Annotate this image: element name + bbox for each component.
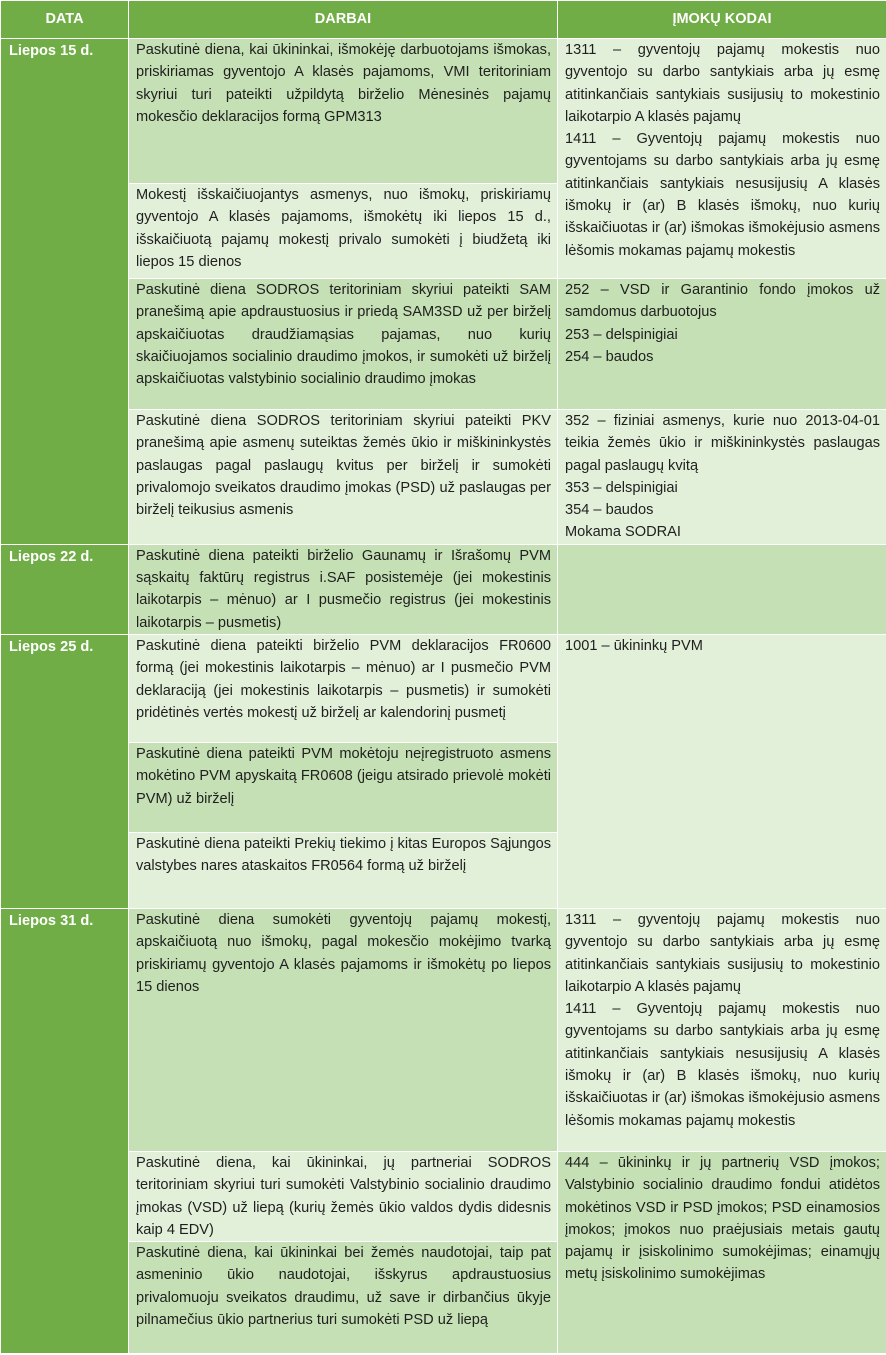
header-tasks: DARBAI bbox=[129, 1, 558, 39]
code-cell bbox=[558, 908, 886, 1151]
code-cell bbox=[558, 634, 886, 908]
header-codes: ĮMOKŲ KODAI bbox=[558, 1, 886, 39]
code-text: 352 – fiziniai asmenys, kurie nuo 2013-04-01 teikia žemės ūkio ir miškininkystės paslaugas pagal paslaugų kvitą bbox=[565, 413, 880, 474]
task-cell: Paskutinė diena pateikti Prekių tiekimo į kitas Europos Sąjungos valstybes nares ataskaitos FR0564 formą už birželį bbox=[129, 832, 558, 908]
table-row bbox=[1, 908, 886, 1151]
code-text: 252 – VSD ir Garantinio fondo įmokos už samdomus darbuotojus bbox=[565, 282, 880, 321]
table-row bbox=[1, 410, 886, 545]
table-row bbox=[1, 634, 886, 742]
task-cell: Paskutinė diena sumokėti gyventojų pajamų mokestį, apskaičiuotą nuo išmokų, pagal mokesčio mokėjimo tvarką priskiriamų gyventojo A klasės pajamoms ir išmokėtų po liepos 15 dienos bbox=[129, 908, 558, 1151]
table-row bbox=[1, 544, 886, 634]
code-text: 1411 – Gyventojų pajamų mokestis nuo gyventojams su darbo santykiais arba jų esmę atitinkančiais santykiais nesusijusių A klasės išmokų ir (ar) B klasės išmokų, nuo kurių išskaičiuotas ir (ar) išmokas išmokėjusio asmens lėšomis mokamas pajamų mokestis bbox=[565, 131, 880, 259]
task-cell: Paskutinė diena pateikti birželio PVM deklaracijos FR0600 formą (jei mokestinis laikotarpis – mėnuo) ar I pusmečio PVM deklaraciją (jei mokestinis laikotarpis – pusmetis) ir sumokėti pridėtinės vertės mokestį už birželį ar kalendorinį pusmetį bbox=[129, 634, 558, 742]
table-row bbox=[1, 39, 886, 184]
table-row bbox=[1, 1151, 886, 1241]
code-cell bbox=[558, 39, 886, 279]
task-cell: Mokestį išskaičiuojantys asmenys, nuo išmokų, priskiriamų gyventojo A klasės pajamoms, išmokėtų iki liepos 15 d., išskaičiuotą pajamų mokestį privalo sumokėti į biudžetą iki liepos 15 dienos bbox=[129, 184, 558, 279]
code-text: 253 – delspinigiai bbox=[565, 326, 678, 343]
code-text: 254 – baudos bbox=[565, 348, 654, 365]
task-cell: Paskutinė diena pateikti birželio Gaunamų ir Išrašomų PVM sąskaitų faktūrų registrus i.SAF posistemėje (jei mokestinis laikotarpis – mėnuo) ar I pusmečio registrus (jei mokestinis laikotarpis – pusmetis) bbox=[129, 544, 558, 634]
date-cell: Liepos 22 d. bbox=[1, 544, 129, 634]
task-cell: Paskutinė diena, kai ūkininkai, išmokėję darbuotojams išmokas, priskiriamas gyventojo A klasės pajamoms, VMI teritoriniam skyriui turi pateikti užpildytą birželio Mėnesinės pajamų mokesčio deklaracijos formą GPM313 bbox=[129, 39, 558, 184]
code-cell bbox=[558, 410, 886, 545]
table-header-row bbox=[1, 1, 886, 39]
code-text: 1411 – Gyventojų pajamų mokestis nuo gyventojams su darbo santykiais arba jų esmę atitinkančiais santykiais nesusijusių A klasės išmokų ir (ar) B klasės išmokų, nuo kurių išskaičiuotas ir (ar) išmokas išmokėjusio asmens lėšomis mokamas pajamų mokestis bbox=[565, 1001, 880, 1129]
code-cell bbox=[558, 279, 886, 410]
date-cell: Liepos 31 d. bbox=[1, 908, 129, 1353]
date-cell: Liepos 25 d. bbox=[1, 634, 129, 908]
code-text: 444 – ūkininkų ir jų partnerių VSD įmokos; Valstybinio socialinio draudimo fondui atidėtos mokėtinos VSD ir PSD įmokos; PSD einamosios įmokos; įmokos nuo praėjusiais metais gautų pajamų ir įsiskolinimo sumokėjimas; einamųjų metų įsiskolinimo sumokėjimas bbox=[565, 1154, 880, 1283]
header-date: DATA bbox=[1, 1, 129, 39]
task-cell: Paskutinė diena, kai ūkininkai, jų partneriai SODROS teritoriniam skyriui turi sumokėti Valstybinio socialinio draudimo įmokas (VSD) už liepą (kurių žemės ūkio valdos dydis didesnis kaip 4 EDV) bbox=[129, 1151, 558, 1241]
task-cell: Paskutinė diena pateikti PVM mokėtoju neįregistruoto asmens mokėtino PVM apyskaitą FR0608 (jeigu atsirado prievolė mokėti PVM) už birželį bbox=[129, 742, 558, 832]
code-text: 1311 – gyventojų pajamų mokestis nuo gyventojo su darbo santykiais arba jų esmę atitinkančiais santykiais susijusių to mokestinio laikotarpio A klasės pajamų bbox=[565, 911, 880, 995]
task-cell: Paskutinė diena SODROS teritoriniam skyriui pateikti PKV pranešimą apie asmenų suteiktas žemės ūkio ir miškininkystės paslaugas pagal paslaugų kvitus per birželį ir sumokėti privalomojo sveikatos draudimo įmokas (PSD) už paslaugas per birželį teikusius asmenis bbox=[129, 410, 558, 545]
date-cell: Liepos 15 d. bbox=[1, 39, 129, 545]
table-row bbox=[1, 279, 886, 410]
code-text: 1311 – gyventojų pajamų mokestis nuo gyventojo su darbo santykiais arba jų esmę atitinkančiais santykiais susijusių to mokestinio laikotarpio A klasės pajamų bbox=[565, 42, 880, 125]
code-text: 1001 – ūkininkų PVM bbox=[565, 637, 703, 654]
code-text: 354 – baudos bbox=[565, 502, 654, 519]
code-text: 353 – delspinigiai bbox=[565, 479, 678, 496]
task-cell: Paskutinė diena, kai ūkininkai bei žemės naudotojai, taip pat asmeninio ūkio naudotojai, išskyrus apdraustuosius privalomuoju sveikatos draudimu, už save ir dirbančius ūkyje pilnamečius ūkio partnerius turi sumokėti PSD už liepą bbox=[129, 1242, 558, 1354]
code-cell bbox=[558, 1151, 886, 1353]
task-cell: Paskutinė diena SODROS teritoriniam skyriui pateikti SAM pranešimą apie apdraustuosius ir priedą SAM3SD už per birželį apskaičiuotas draudžiamąsias pajamas, nuo kurių skaičiuojamos socialinio draudimo įmokos, ir sumokėti už birželį apskaičiuotas valstybinio socialinio draudimo įmokas bbox=[129, 279, 558, 410]
code-text: Mokama SODRAI bbox=[565, 524, 681, 541]
code-cell bbox=[558, 544, 886, 634]
